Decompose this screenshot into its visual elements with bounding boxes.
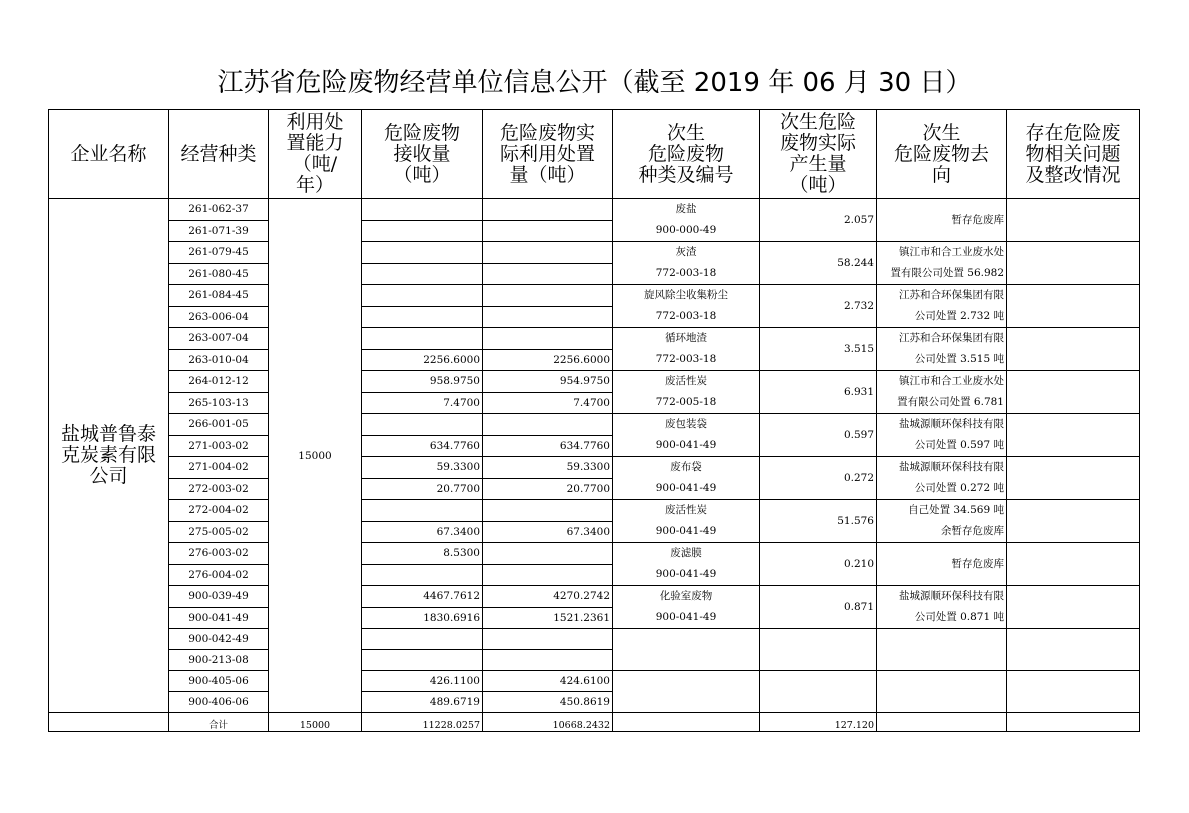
received-amount (362, 629, 483, 650)
received-amount: 1830.6916 (362, 607, 483, 629)
waste-code: 900-405-06 (169, 671, 269, 692)
header-secondary-type: 次生 危险废物 种类及编号 (613, 110, 760, 199)
waste-code: 261-084-45 (169, 285, 269, 307)
waste-code: 900-406-06 (169, 692, 269, 713)
secondary-type: 灰渣 772-003-18 (613, 242, 760, 285)
disposed-amount: 424.6100 (483, 671, 613, 692)
secondary-dest: 盐城源顺环保科技有限 公司处置 0.597 吨 (877, 414, 1007, 457)
table-row (49, 199, 1140, 221)
disposed-amount (483, 263, 613, 285)
waste-code: 275-005-02 (169, 521, 269, 543)
header-waste-type: 经营种类 (169, 110, 269, 199)
secondary-type: 旋风除尘收集粉尘 772-003-18 (613, 285, 760, 328)
waste-code: 272-003-02 (169, 478, 269, 500)
header-company: 企业名称 (49, 110, 169, 199)
table-row (49, 500, 1140, 522)
waste-info-table (48, 109, 1140, 732)
table-row (49, 242, 1140, 264)
empty-cell (760, 671, 877, 713)
secondary-amount: 2.732 (760, 285, 877, 328)
received-amount (362, 263, 483, 285)
disposed-amount (483, 500, 613, 522)
empty-cell (877, 671, 1007, 713)
secondary-dest: 江苏和合环保集团有限 公司处置 2.732 吨 (877, 285, 1007, 328)
empty-cell (760, 629, 877, 671)
received-amount (362, 220, 483, 242)
total-capacity: 15000 (269, 713, 362, 732)
disposed-amount (483, 328, 613, 350)
disposed-amount (483, 650, 613, 671)
waste-code: 900-213-08 (169, 650, 269, 671)
empty-cell (1007, 629, 1140, 671)
waste-code: 261-071-39 (169, 220, 269, 242)
secondary-amount: 0.597 (760, 414, 877, 457)
waste-code: 276-003-02 (169, 543, 269, 565)
disposed-amount (483, 199, 613, 221)
secondary-amount: 51.576 (760, 500, 877, 543)
issues-cell (1007, 500, 1140, 543)
secondary-amount: 6.931 (760, 371, 877, 414)
table-row (49, 328, 1140, 350)
received-amount: 489.6719 (362, 692, 483, 713)
received-amount (362, 414, 483, 436)
waste-code: 263-010-04 (169, 349, 269, 371)
secondary-dest: 江苏和合环保集团有限 公司处置 3.515 吨 (877, 328, 1007, 371)
secondary-type: 废布袋 900-041-49 (613, 457, 760, 500)
disposed-amount (483, 285, 613, 307)
waste-code: 263-006-04 (169, 306, 269, 328)
header-issues: 存在危险废 物相关问题 及整改情况 (1007, 110, 1140, 199)
disposed-amount (483, 414, 613, 436)
disposed-amount: 4270.2742 (483, 586, 613, 608)
header-disposed: 危险废物实 际利用处置 量（吨） (483, 110, 613, 199)
table-row (49, 629, 1140, 650)
waste-code: 265-103-13 (169, 392, 269, 414)
disposed-amount: 59.3300 (483, 457, 613, 479)
secondary-dest: 盐城源顺环保科技有限 公司处置 0.272 吨 (877, 457, 1007, 500)
total-received: 11228.0257 (362, 713, 483, 732)
waste-code: 263-007-04 (169, 328, 269, 350)
received-amount: 20.7700 (362, 478, 483, 500)
received-amount: 67.3400 (362, 521, 483, 543)
received-amount (362, 285, 483, 307)
disposed-amount: 954.9750 (483, 371, 613, 393)
received-amount: 634.7760 (362, 435, 483, 457)
received-amount (362, 242, 483, 264)
table-row (49, 543, 1140, 565)
empty-cell (1007, 671, 1140, 713)
header-row (49, 110, 1140, 199)
secondary-dest: 盐城源顺环保科技有限 公司处置 0.871 吨 (877, 586, 1007, 629)
waste-code: 271-004-02 (169, 457, 269, 479)
secondary-amount: 0.210 (760, 543, 877, 586)
table-row (49, 285, 1140, 307)
issues-cell (1007, 371, 1140, 414)
table-row (49, 371, 1140, 393)
waste-code: 900-041-49 (169, 607, 269, 629)
total-issues (1007, 713, 1140, 732)
received-amount: 7.4700 (362, 392, 483, 414)
received-amount: 958.9750 (362, 371, 483, 393)
capacity-value: 15000 (269, 199, 362, 713)
total-disposed: 10668.2432 (483, 713, 613, 732)
received-amount: 426.1100 (362, 671, 483, 692)
secondary-amount: 0.272 (760, 457, 877, 500)
total-row (49, 713, 1140, 732)
disposed-amount (483, 242, 613, 264)
received-amount (362, 328, 483, 350)
header-secondary-dest: 次生 危险废物去 向 (877, 110, 1007, 199)
table-row (49, 414, 1140, 436)
waste-code: 271-003-02 (169, 435, 269, 457)
table-row (49, 586, 1140, 608)
issues-cell (1007, 543, 1140, 586)
secondary-dest: 暂存危废库 (877, 543, 1007, 586)
secondary-type: 循环地渣 772-003-18 (613, 328, 760, 371)
waste-code: 261-080-45 (169, 263, 269, 285)
disposed-amount: 20.7700 (483, 478, 613, 500)
received-amount (362, 650, 483, 671)
page-title: 江苏省危险废物经营单位信息公开（截至 2019 年 06 月 30 日） (217, 68, 972, 98)
empty-cell (613, 671, 760, 713)
empty-cell (877, 629, 1007, 671)
received-amount: 59.3300 (362, 457, 483, 479)
issues-cell (1007, 328, 1140, 371)
waste-code: 900-042-49 (169, 629, 269, 650)
secondary-amount: 2.057 (760, 199, 877, 242)
disposed-amount: 634.7760 (483, 435, 613, 457)
header-received: 危险废物 接收量 （吨） (362, 110, 483, 199)
secondary-dest: 镇江市和合工业废水处 置有限公司处置 6.781 (877, 371, 1007, 414)
total-label: 合计 (169, 713, 269, 732)
disposed-amount (483, 564, 613, 586)
disposed-amount (483, 543, 613, 565)
issues-cell (1007, 199, 1140, 242)
disposed-amount: 67.3400 (483, 521, 613, 543)
disposed-amount (483, 629, 613, 650)
received-amount: 8.5300 (362, 543, 483, 565)
disposed-amount: 7.4700 (483, 392, 613, 414)
disposed-amount: 450.8619 (483, 692, 613, 713)
received-amount: 4467.7612 (362, 586, 483, 608)
issues-cell (1007, 414, 1140, 457)
received-amount: 2256.6000 (362, 349, 483, 371)
disposed-amount: 1521.2361 (483, 607, 613, 629)
waste-code: 264-012-12 (169, 371, 269, 393)
secondary-type: 废滤膜 900-041-49 (613, 543, 760, 586)
issues-cell (1007, 242, 1140, 285)
total-secondary-type (613, 713, 760, 732)
secondary-amount: 58.244 (760, 242, 877, 285)
table-row (49, 457, 1140, 479)
secondary-type: 废活性炭 900-041-49 (613, 500, 760, 543)
secondary-amount: 0.871 (760, 586, 877, 629)
secondary-dest: 暂存危废库 (877, 199, 1007, 242)
secondary-dest: 自己处置 34.569 吨 余暂存危废库 (877, 500, 1007, 543)
issues-cell (1007, 586, 1140, 629)
disposed-amount: 2256.6000 (483, 349, 613, 371)
received-amount (362, 199, 483, 221)
secondary-dest: 镇江市和合工业废水处 置有限公司处置 56.982 (877, 242, 1007, 285)
waste-code: 272-004-02 (169, 500, 269, 522)
total-secondary-dest (877, 713, 1007, 732)
waste-code: 276-004-02 (169, 564, 269, 586)
total-company-cell (49, 713, 169, 732)
empty-cell (613, 629, 760, 671)
header-capacity: 利用处 置能力 （吨/ 年） (269, 110, 362, 199)
secondary-amount: 3.515 (760, 328, 877, 371)
secondary-type: 废盐 900-000-49 (613, 199, 760, 242)
received-amount (362, 306, 483, 328)
header-secondary-amount: 次生危险 废物实际 产生量 （吨） (760, 110, 877, 199)
received-amount (362, 564, 483, 586)
received-amount (362, 500, 483, 522)
secondary-type: 废包装袋 900-041-49 (613, 414, 760, 457)
disposed-amount (483, 306, 613, 328)
issues-cell (1007, 457, 1140, 500)
waste-code: 266-001-05 (169, 414, 269, 436)
issues-cell (1007, 285, 1140, 328)
secondary-type: 化验室废物 900-041-49 (613, 586, 760, 629)
total-secondary-amount: 127.120 (760, 713, 877, 732)
waste-code: 261-062-37 (169, 199, 269, 221)
waste-code: 261-079-45 (169, 242, 269, 264)
disposed-amount (483, 220, 613, 242)
company-name: 盐城普鲁泰 克炭素有限 公司 (49, 199, 169, 713)
table-row (49, 671, 1140, 692)
secondary-type: 废活性炭 772-005-18 (613, 371, 760, 414)
waste-code: 900-039-49 (169, 586, 269, 608)
